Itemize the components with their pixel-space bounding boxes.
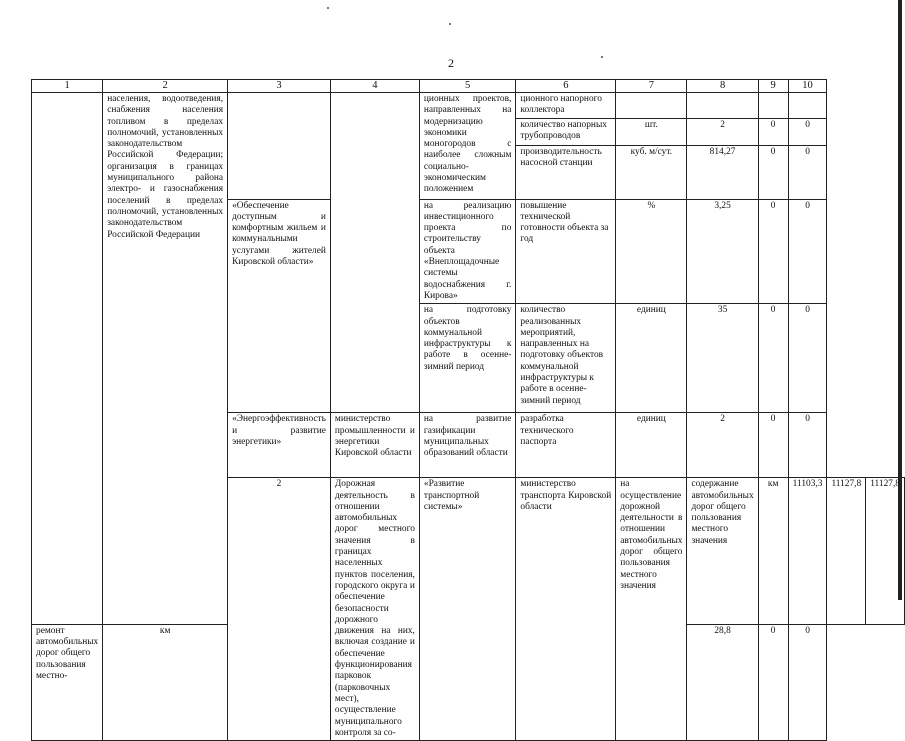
direction-cell: ционных проектов, направленных на модернизацию экономики моногородов с наиболее сложным социально-экономическим положением xyxy=(419,93,515,200)
unit-cell xyxy=(616,93,687,119)
indicator-cell: количество напорных трубопроводов xyxy=(516,118,616,145)
scan-speck xyxy=(601,56,603,58)
value-cell: 0 xyxy=(788,304,827,413)
data-table xyxy=(31,79,905,741)
value-cell xyxy=(687,93,758,119)
indicator-cell: ремонт автомобильных дорог общего пользования местно- xyxy=(32,624,103,740)
direction-cell: на развитие газификации муниципальных образований области xyxy=(419,413,515,478)
direction-cell: на подготовку объектов коммунальной инфраструктуры к работе в осенне-зимний период xyxy=(419,304,515,413)
col-header: 3 xyxy=(228,80,331,93)
col-header: 2 xyxy=(103,80,228,93)
value-cell xyxy=(758,93,788,119)
col-header: 10 xyxy=(788,80,827,93)
powers-cell: населения, водоотведения, снабжения населения топливом в пределах полномочий, установленных законодательством Российской Федерации; организация в границах муниципального района электро- и газоснабжения поселений в пределах полномочий, установленных законодательством Российской Федерации xyxy=(103,93,228,625)
unit-cell: км xyxy=(103,624,228,740)
col-header: 8 xyxy=(687,80,758,93)
value-cell: 0 xyxy=(758,145,788,199)
col-header: 1 xyxy=(32,80,103,93)
value-cell: 28,8 xyxy=(687,624,758,740)
row-number-cell: 2 xyxy=(228,478,331,741)
ministry-cell: министерство транспорта Кировской области xyxy=(516,478,616,741)
value-cell: 0 xyxy=(758,624,788,740)
value-cell: 0 xyxy=(758,199,788,304)
indicator-cell: разработка технического паспорта xyxy=(516,413,616,478)
indicator-cell: производительность насосной станции xyxy=(516,145,616,199)
header-row xyxy=(32,80,905,93)
program-cell: «Обеспечение доступным и комфортным жильем и коммунальными услугами жителей Кировской области» xyxy=(228,199,331,413)
value-cell: 3,25 xyxy=(687,199,758,304)
row-number-cell xyxy=(32,93,103,625)
value-cell: 0 xyxy=(788,624,827,740)
col-header: 6 xyxy=(516,80,616,93)
scan-speck xyxy=(327,7,329,9)
value-cell: 2 xyxy=(687,118,758,145)
program-cell: «Развитие транспортной системы» xyxy=(419,478,515,741)
value-cell: 0 xyxy=(788,413,827,478)
value-cell: 0 xyxy=(788,145,827,199)
unit-cell: единиц xyxy=(616,304,687,413)
unit-cell: шт. xyxy=(616,118,687,145)
value-cell: 814,27 xyxy=(687,145,758,199)
unit-cell: куб. м/сут. xyxy=(616,145,687,199)
value-cell: 0 xyxy=(788,118,827,145)
powers-cell: Дорожная деятельность в отношении автомобильных дорог местного значения в границах населенных пунктов поселения, городского округа и обеспечение безопасности дорожного движения на них, включая создание и обеспечение функционирования парковок (парковочных мест), осуществление муниципального контроля за со- xyxy=(330,478,419,741)
col-header: 5 xyxy=(419,80,515,93)
value-cell: 11127,8 xyxy=(827,478,866,625)
value-cell: 0 xyxy=(788,199,827,304)
unit-cell: км xyxy=(758,478,788,625)
indicator-cell: повышение технической готовности объекта за год xyxy=(516,199,616,304)
unit-cell: единиц xyxy=(616,413,687,478)
ministry-cell xyxy=(330,93,419,413)
value-cell: 11103,3 xyxy=(788,478,827,625)
value-cell: 11127,8 xyxy=(866,478,905,625)
value-cell xyxy=(788,93,827,119)
table-row xyxy=(32,93,905,119)
indicator-cell: ционного напорного коллектора xyxy=(516,93,616,119)
program-cell: «Энергоэффективность и развитие энергетики» xyxy=(228,413,331,478)
value-cell: 35 xyxy=(687,304,758,413)
col-header: 7 xyxy=(616,80,687,93)
value-cell: 0 xyxy=(758,304,788,413)
value-cell: 2 xyxy=(687,413,758,478)
unit-cell: % xyxy=(616,199,687,304)
indicator-cell: количество реализованных мероприятий, направленных на подготовку объектов коммунальной инфраструктуры к работе в осенне-зимний период xyxy=(516,304,616,413)
col-header: 4 xyxy=(330,80,419,93)
direction-cell: на реализацию инвестиционного проекта по строительству объекта «Внеплощадочные системы водоснабжения г. Кирова» xyxy=(419,199,515,304)
indicator-cell: содержание автомобильных дорог общего пользования местного значения xyxy=(687,478,758,625)
program-cell xyxy=(228,93,331,200)
direction-cell: на осуществление дорожной деятельности в отношении автомобильных дорог общего пользования местного значения xyxy=(616,478,687,741)
value-cell: 0 xyxy=(758,413,788,478)
value-cell: 0 xyxy=(758,118,788,145)
page-number: 2 xyxy=(448,56,454,70)
ministry-cell: министерство промышленности и энергетики Кировской области xyxy=(330,413,419,478)
col-header: 9 xyxy=(758,80,788,93)
scan-speck xyxy=(449,23,451,25)
